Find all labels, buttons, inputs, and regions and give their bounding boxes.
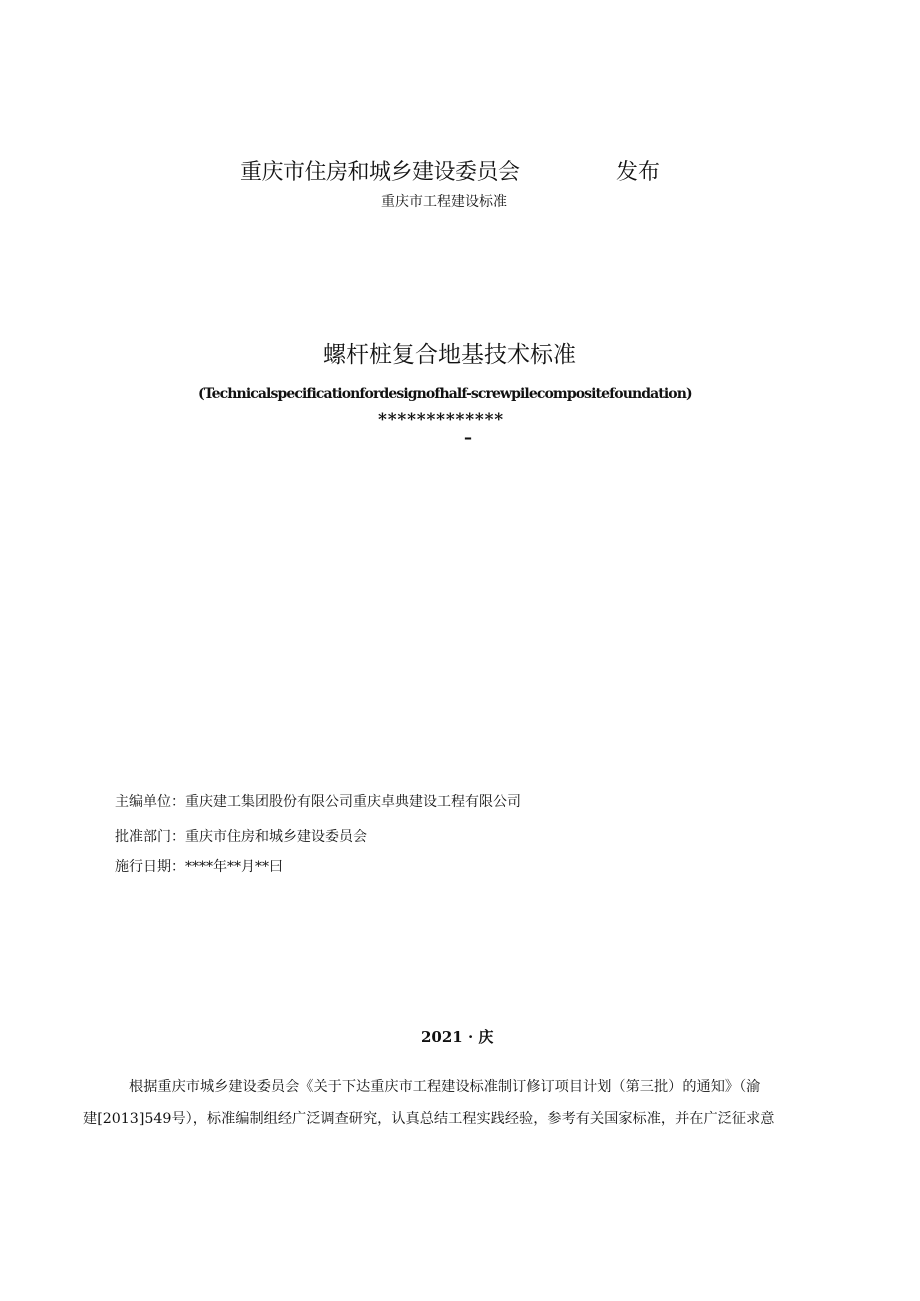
publisher-name: 重庆市住房和城乡建设委员会 — [240, 160, 520, 185]
preface-line-1: 根据重庆市城乡建设委员会《关于下达重庆市工程建设标准制订修订项目计划（第三批）的通知》（渝 — [129, 1079, 761, 1095]
preface-line-2: 建[2013]549号），标准编制组经广泛调查研究，认真总结工程实践经验，参考有关国家标准，并在广泛征求意 — [83, 1111, 775, 1127]
code-dash: – — [464, 428, 472, 447]
standard-code: ************* — [378, 410, 504, 430]
standard-type: 重庆市工程建设标准 — [381, 194, 507, 210]
editor-unit: 主编单位：重庆建工集团股份有限公司重庆卓典建设工程有限公司 — [115, 794, 521, 810]
approval-department: 批准部门：重庆市住房和城乡建设委员会 — [115, 829, 367, 845]
publish-label: 发布 — [616, 160, 661, 185]
year-line: 2021 · 庆 — [421, 1028, 494, 1046]
english-title: (Technicalspecificationfordesignofhalf-screwpilecompositefoundation) — [198, 386, 692, 402]
effective-date: 施行日期：****年**月**曰 — [115, 859, 283, 875]
document-title: 螺杆桩复合地基技术标准 — [323, 342, 576, 368]
